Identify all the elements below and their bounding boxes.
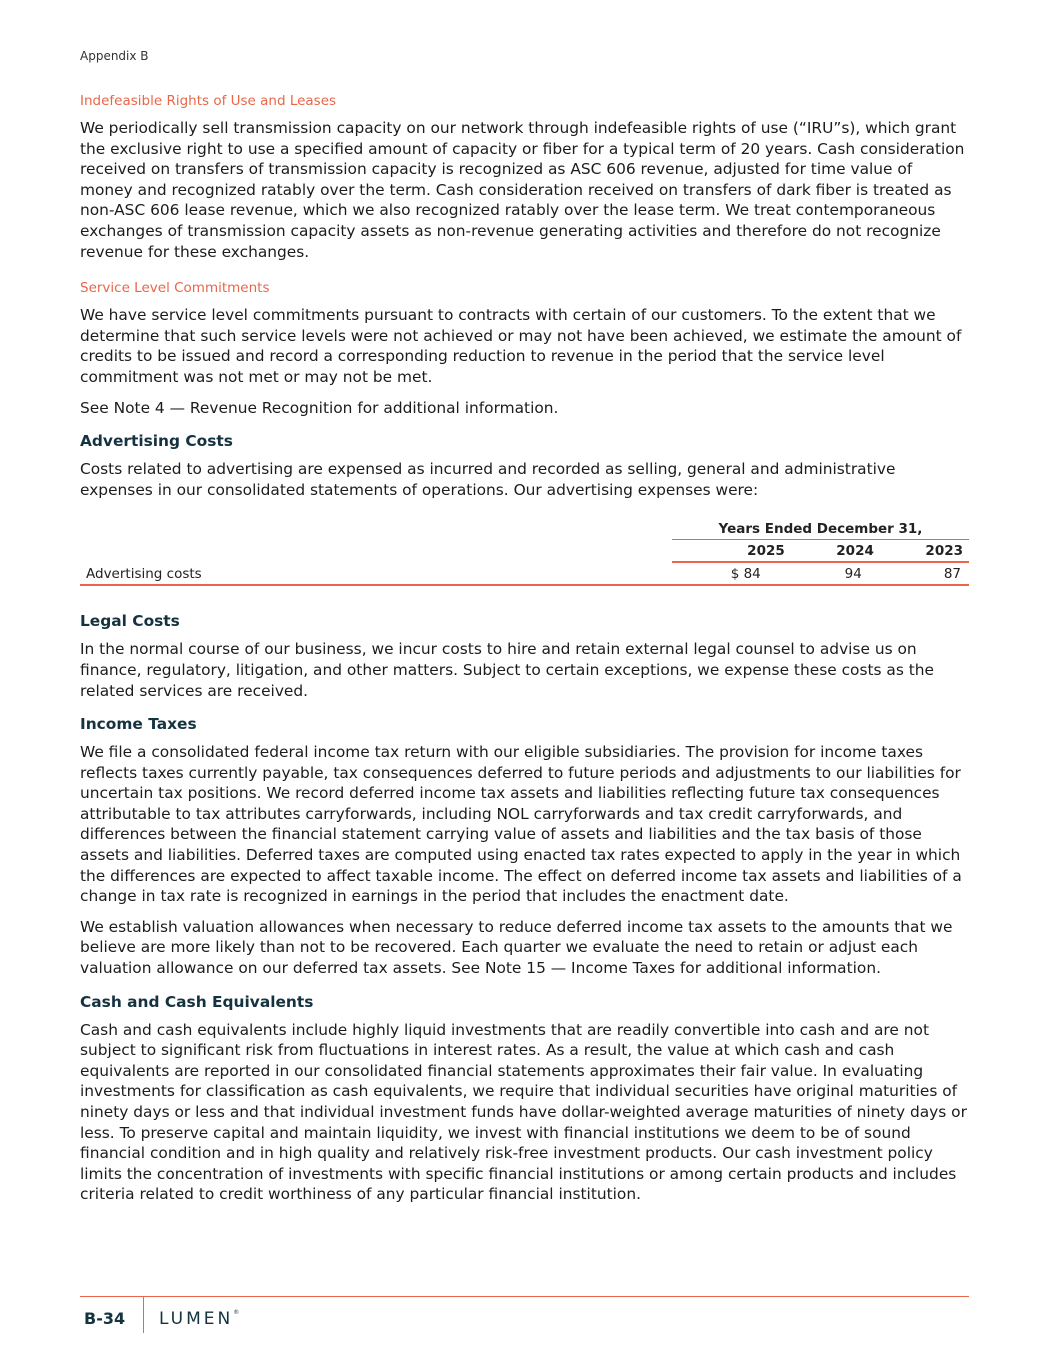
legal-heading: Legal Costs xyxy=(80,612,180,631)
content-body xyxy=(80,93,969,1215)
legal-paragraph: In the normal course of our business, we incur costs to hire and retain external legal counsel to advise us on finance, regulatory, litigation, and other matters. Subject to certain exceptions, we expense these costs as the related services are received. xyxy=(80,640,935,700)
income-taxes-paragraph-2: We establish valuation allowances when necessary to reduce deferred income tax assets to the amounts that we believe are more likely than not to be recovered. Each quarter we evaluate the need to retain or adjust each valuation allowance on our deferred tax assets. See Note 15 — Income Taxes for additional information. xyxy=(80,917,953,978)
year-col: 2025 xyxy=(672,540,791,563)
iru-subheading: Indefeasible Rights of Use and Leases xyxy=(80,93,337,109)
table-header-row xyxy=(80,518,969,540)
table-years-row xyxy=(80,540,969,563)
iru-paragraph: We periodically sell transmission capacity on our network through indefeasible rights of use (“IRU”s), which grant the exclusive right to use a specified amount of capacity or fiber for a typical term of 20 years. Cash consideration received on transfers of transmission capacity is recognized as ASC 606 revenue, adjusted for time value of money and recognized ratably over the term. Cash consideration received on transfers of dark fiber is treated as non-ASC 606 lease revenue, which we also recognized ratably over the lease term. We treat contemporaneous exchanges of transmission capacity assets as non-revenue generating activities and therefore do not recognize revenue for these exchanges. xyxy=(80,119,965,261)
table-row xyxy=(80,562,969,585)
cash-heading: Cash and Cash Equivalents xyxy=(80,992,314,1011)
slc-subheading: Service Level Commitments xyxy=(80,280,270,297)
value-cell: 87 xyxy=(880,562,969,585)
slc-note-paragraph: See Note 4 — Revenue Recognition for additional information. xyxy=(80,398,559,417)
footer-separator xyxy=(143,1297,144,1333)
advertising-paragraph: Costs related to advertising are expensed as incurred and recorded as selling, general and administrative expenses in our consolidated statements of operations. Our advertising expenses were: xyxy=(80,460,896,499)
advertising-table xyxy=(80,518,969,586)
page-number: B-34 xyxy=(84,1309,126,1328)
year-col: 2023 xyxy=(880,540,969,563)
slc-paragraph: We have service level commitments pursuant to contracts with certain of our customers. To the extent that we determine that such service levels were not achieved or may not have been achieved, we estimate the amount of credits to be issued and record a corresponding reduction to revenue in the period that the service level commitment was not met or may not be met. xyxy=(80,306,962,386)
cash-paragraph: Cash and cash equivalents include highly liquid investments that are readily convertible into cash and are not subject to significant risk from fluctuations in interest rates. As a result, the value at which cash and cash equivalents are reported in our consolidated financial statements approximates their fair value. In evaluating investments for classification as cash equivalents, we require that individual securities have original maturities of ninety days or less and that individual investment funds have dollar-weighted average maturities of ninety days or less. To preserve capital and maintain liquidity, we invest with financial institutions we deem to be of sound financial condition and in high quality and relatively risk-free investment products. Our cash investment policy limits the concentration of investments with specific financial institutions or among certain products and includes criteria related to credit worthiness of any particular financial institution. xyxy=(80,1020,967,1204)
advertising-heading: Advertising Costs xyxy=(80,432,233,451)
logo-text: LUMEN xyxy=(159,1309,234,1329)
income-taxes-heading: Income Taxes xyxy=(80,715,197,734)
value-cell: $ 84 xyxy=(672,562,791,585)
year-col: 2024 xyxy=(791,540,880,563)
row-label: Advertising costs xyxy=(80,562,672,585)
lumen-logo xyxy=(159,1309,239,1329)
years-span-header: Years Ended December 31, xyxy=(672,518,969,540)
appendix-label: Appendix B xyxy=(80,49,149,63)
value-cell: 94 xyxy=(791,562,880,585)
footer-divider xyxy=(80,1296,969,1297)
logo-registered-mark: ® xyxy=(233,1309,240,1316)
income-taxes-paragraph-1: We file a consolidated federal income tax return with our eligible subsidiaries. The provision for income taxes reflects taxes currently payable, tax consequences deferred to future periods and adjustments to our liabilities for uncertain tax positions. We record deferred income tax assets and liabilities reflecting future tax consequences attributable to tax attributes carryforwards, including NOL carryforwards and tax credit carryforwards, and differences between the financial statement carrying value of assets and liabilities and the tax basis of those assets and liabilities. Deferred taxes are computed using enacted tax rates expected to apply in the year in which the differences are expected to affect taxable income. The effect on deferred income tax assets and liabilities of a change in tax rate is recognized in earnings in the period that includes the enactment date. xyxy=(80,743,962,906)
